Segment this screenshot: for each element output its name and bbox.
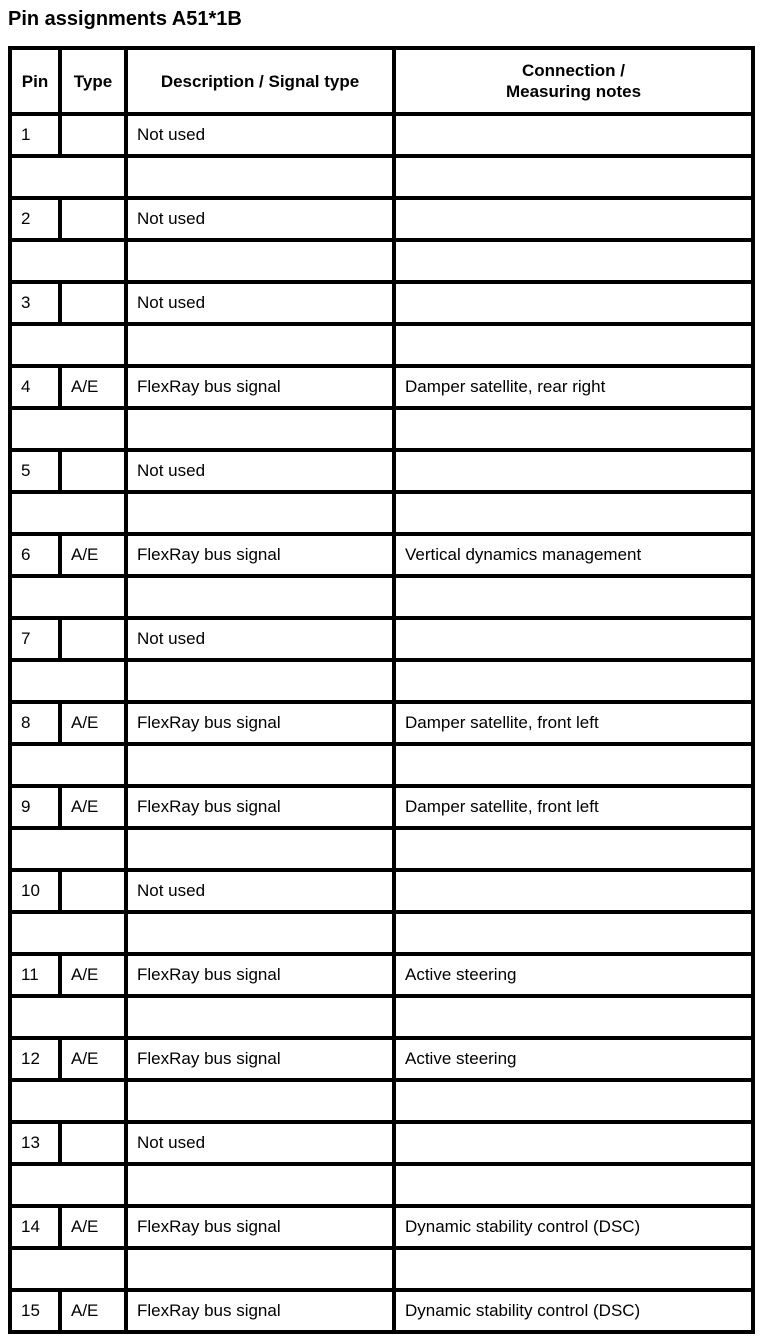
spacer-cell-connection bbox=[396, 914, 751, 952]
spacer-row bbox=[12, 326, 751, 364]
cell-pin: 5 bbox=[12, 452, 58, 490]
spacer-cell-connection bbox=[396, 662, 751, 700]
spacer-cell-description bbox=[128, 662, 392, 700]
cell-pin: 1 bbox=[12, 116, 58, 154]
spacer-cell-connection bbox=[396, 494, 751, 532]
spacer-cell-description bbox=[128, 410, 392, 448]
cell-description: Not used bbox=[128, 452, 392, 490]
spacer-cell-description bbox=[128, 326, 392, 364]
cell-connection: Active steering bbox=[396, 956, 751, 994]
spacer-cell-description bbox=[128, 1082, 392, 1120]
spacer-row bbox=[12, 662, 751, 700]
cell-type: A/E bbox=[62, 1040, 124, 1078]
cell-connection: Damper satellite, rear right bbox=[396, 368, 751, 406]
table-row bbox=[12, 1040, 751, 1078]
cell-type: A/E bbox=[62, 1292, 124, 1330]
cell-pin: 2 bbox=[12, 200, 58, 238]
spacer-cell-connection bbox=[396, 1250, 751, 1288]
spacer-cell-description bbox=[128, 1250, 392, 1288]
cell-connection bbox=[396, 284, 751, 322]
cell-connection bbox=[396, 452, 751, 490]
cell-pin: 9 bbox=[12, 788, 58, 826]
cell-type bbox=[62, 284, 124, 322]
cell-type: A/E bbox=[62, 1208, 124, 1246]
cell-connection bbox=[396, 1124, 751, 1162]
spacer-cell-pin-type bbox=[12, 158, 124, 196]
cell-connection bbox=[396, 620, 751, 658]
spacer-cell-description bbox=[128, 998, 392, 1036]
cell-pin: 13 bbox=[12, 1124, 58, 1162]
cell-pin: 4 bbox=[12, 368, 58, 406]
spacer-row bbox=[12, 410, 751, 448]
table-row bbox=[12, 1208, 751, 1246]
table-row bbox=[12, 956, 751, 994]
cell-connection: Active steering bbox=[396, 1040, 751, 1078]
cell-description: FlexRay bus signal bbox=[128, 704, 392, 742]
column-header-pin: Pin bbox=[12, 50, 58, 112]
spacer-cell-connection bbox=[396, 830, 751, 868]
cell-connection: Damper satellite, front left bbox=[396, 704, 751, 742]
pin-assignment-table bbox=[8, 46, 755, 1334]
spacer-cell-pin-type bbox=[12, 830, 124, 868]
cell-description: FlexRay bus signal bbox=[128, 1292, 392, 1330]
cell-description: Not used bbox=[128, 116, 392, 154]
cell-type bbox=[62, 452, 124, 490]
page-title: Pin assignments A51*1B bbox=[8, 8, 242, 30]
spacer-cell-pin-type bbox=[12, 1250, 124, 1288]
table-row bbox=[12, 200, 751, 238]
spacer-cell-connection bbox=[396, 1082, 751, 1120]
spacer-cell-connection bbox=[396, 326, 751, 364]
cell-description: FlexRay bus signal bbox=[128, 1208, 392, 1246]
table-header-row bbox=[12, 50, 751, 112]
cell-type bbox=[62, 1124, 124, 1162]
cell-description: Not used bbox=[128, 284, 392, 322]
cell-type bbox=[62, 620, 124, 658]
spacer-cell-pin-type bbox=[12, 410, 124, 448]
cell-pin: 15 bbox=[12, 1292, 58, 1330]
cell-pin: 14 bbox=[12, 1208, 58, 1246]
cell-type: A/E bbox=[62, 704, 124, 742]
spacer-row bbox=[12, 578, 751, 616]
table-row bbox=[12, 1124, 751, 1162]
spacer-cell-connection bbox=[396, 410, 751, 448]
spacer-cell-description bbox=[128, 746, 392, 784]
spacer-cell-description bbox=[128, 494, 392, 532]
table-row bbox=[12, 704, 751, 742]
cell-description: FlexRay bus signal bbox=[128, 368, 392, 406]
spacer-row bbox=[12, 1250, 751, 1288]
cell-type: A/E bbox=[62, 536, 124, 574]
table-row bbox=[12, 452, 751, 490]
spacer-cell-pin-type bbox=[12, 998, 124, 1036]
spacer-cell-description bbox=[128, 1166, 392, 1204]
column-header-connection-line1: Connection / bbox=[522, 61, 625, 80]
spacer-row bbox=[12, 494, 751, 532]
cell-connection bbox=[396, 872, 751, 910]
column-header-description: Description / Signal type bbox=[128, 50, 392, 112]
cell-type bbox=[62, 116, 124, 154]
cell-type bbox=[62, 200, 124, 238]
spacer-cell-pin-type bbox=[12, 746, 124, 784]
spacer-row bbox=[12, 830, 751, 868]
column-header-connection-line2: Measuring notes bbox=[505, 82, 642, 101]
spacer-cell-pin-type bbox=[12, 578, 124, 616]
cell-description: FlexRay bus signal bbox=[128, 788, 392, 826]
column-header-connection bbox=[396, 50, 751, 112]
table-row bbox=[12, 536, 751, 574]
cell-pin: 7 bbox=[12, 620, 58, 658]
spacer-row bbox=[12, 746, 751, 784]
table-body bbox=[12, 116, 751, 1330]
cell-connection: Damper satellite, front left bbox=[396, 788, 751, 826]
cell-description: Not used bbox=[128, 200, 392, 238]
cell-type: A/E bbox=[62, 956, 124, 994]
cell-pin: 12 bbox=[12, 1040, 58, 1078]
spacer-cell-description bbox=[128, 830, 392, 868]
cell-description: Not used bbox=[128, 620, 392, 658]
spacer-cell-pin-type bbox=[12, 494, 124, 532]
spacer-cell-connection bbox=[396, 998, 751, 1036]
cell-pin: 3 bbox=[12, 284, 58, 322]
spacer-cell-connection bbox=[396, 1166, 751, 1204]
spacer-cell-pin-type bbox=[12, 242, 124, 280]
spacer-cell-pin-type bbox=[12, 1082, 124, 1120]
spacer-cell-pin-type bbox=[12, 326, 124, 364]
spacer-row bbox=[12, 158, 751, 196]
spacer-row bbox=[12, 242, 751, 280]
spacer-row bbox=[12, 1082, 751, 1120]
table-row bbox=[12, 788, 751, 826]
cell-connection: Dynamic stability control (DSC) bbox=[396, 1208, 751, 1246]
spacer-cell-description bbox=[128, 158, 392, 196]
cell-description: FlexRay bus signal bbox=[128, 1040, 392, 1078]
spacer-cell-pin-type bbox=[12, 1166, 124, 1204]
spacer-row bbox=[12, 914, 751, 952]
cell-description: Not used bbox=[128, 1124, 392, 1162]
table-row bbox=[12, 284, 751, 322]
spacer-cell-description bbox=[128, 242, 392, 280]
table-row bbox=[12, 368, 751, 406]
cell-pin: 10 bbox=[12, 872, 58, 910]
cell-connection bbox=[396, 116, 751, 154]
spacer-cell-connection bbox=[396, 578, 751, 616]
table-row bbox=[12, 116, 751, 154]
spacer-cell-connection bbox=[396, 746, 751, 784]
spacer-cell-description bbox=[128, 578, 392, 616]
cell-connection: Dynamic stability control (DSC) bbox=[396, 1292, 751, 1330]
spacer-cell-pin-type bbox=[12, 914, 124, 952]
cell-connection: Vertical dynamics management bbox=[396, 536, 751, 574]
cell-type: A/E bbox=[62, 788, 124, 826]
column-header-type: Type bbox=[62, 50, 124, 112]
cell-connection bbox=[396, 200, 751, 238]
cell-description: Not used bbox=[128, 872, 392, 910]
spacer-row bbox=[12, 998, 751, 1036]
spacer-cell-connection bbox=[396, 158, 751, 196]
spacer-cell-connection bbox=[396, 242, 751, 280]
cell-pin: 11 bbox=[12, 956, 58, 994]
cell-description: FlexRay bus signal bbox=[128, 956, 392, 994]
cell-pin: 6 bbox=[12, 536, 58, 574]
cell-type: A/E bbox=[62, 368, 124, 406]
table-row bbox=[12, 872, 751, 910]
spacer-row bbox=[12, 1166, 751, 1204]
spacer-cell-description bbox=[128, 914, 392, 952]
cell-pin: 8 bbox=[12, 704, 58, 742]
cell-description: FlexRay bus signal bbox=[128, 536, 392, 574]
table-row bbox=[12, 1292, 751, 1330]
spacer-cell-pin-type bbox=[12, 662, 124, 700]
cell-type bbox=[62, 872, 124, 910]
table-row bbox=[12, 620, 751, 658]
